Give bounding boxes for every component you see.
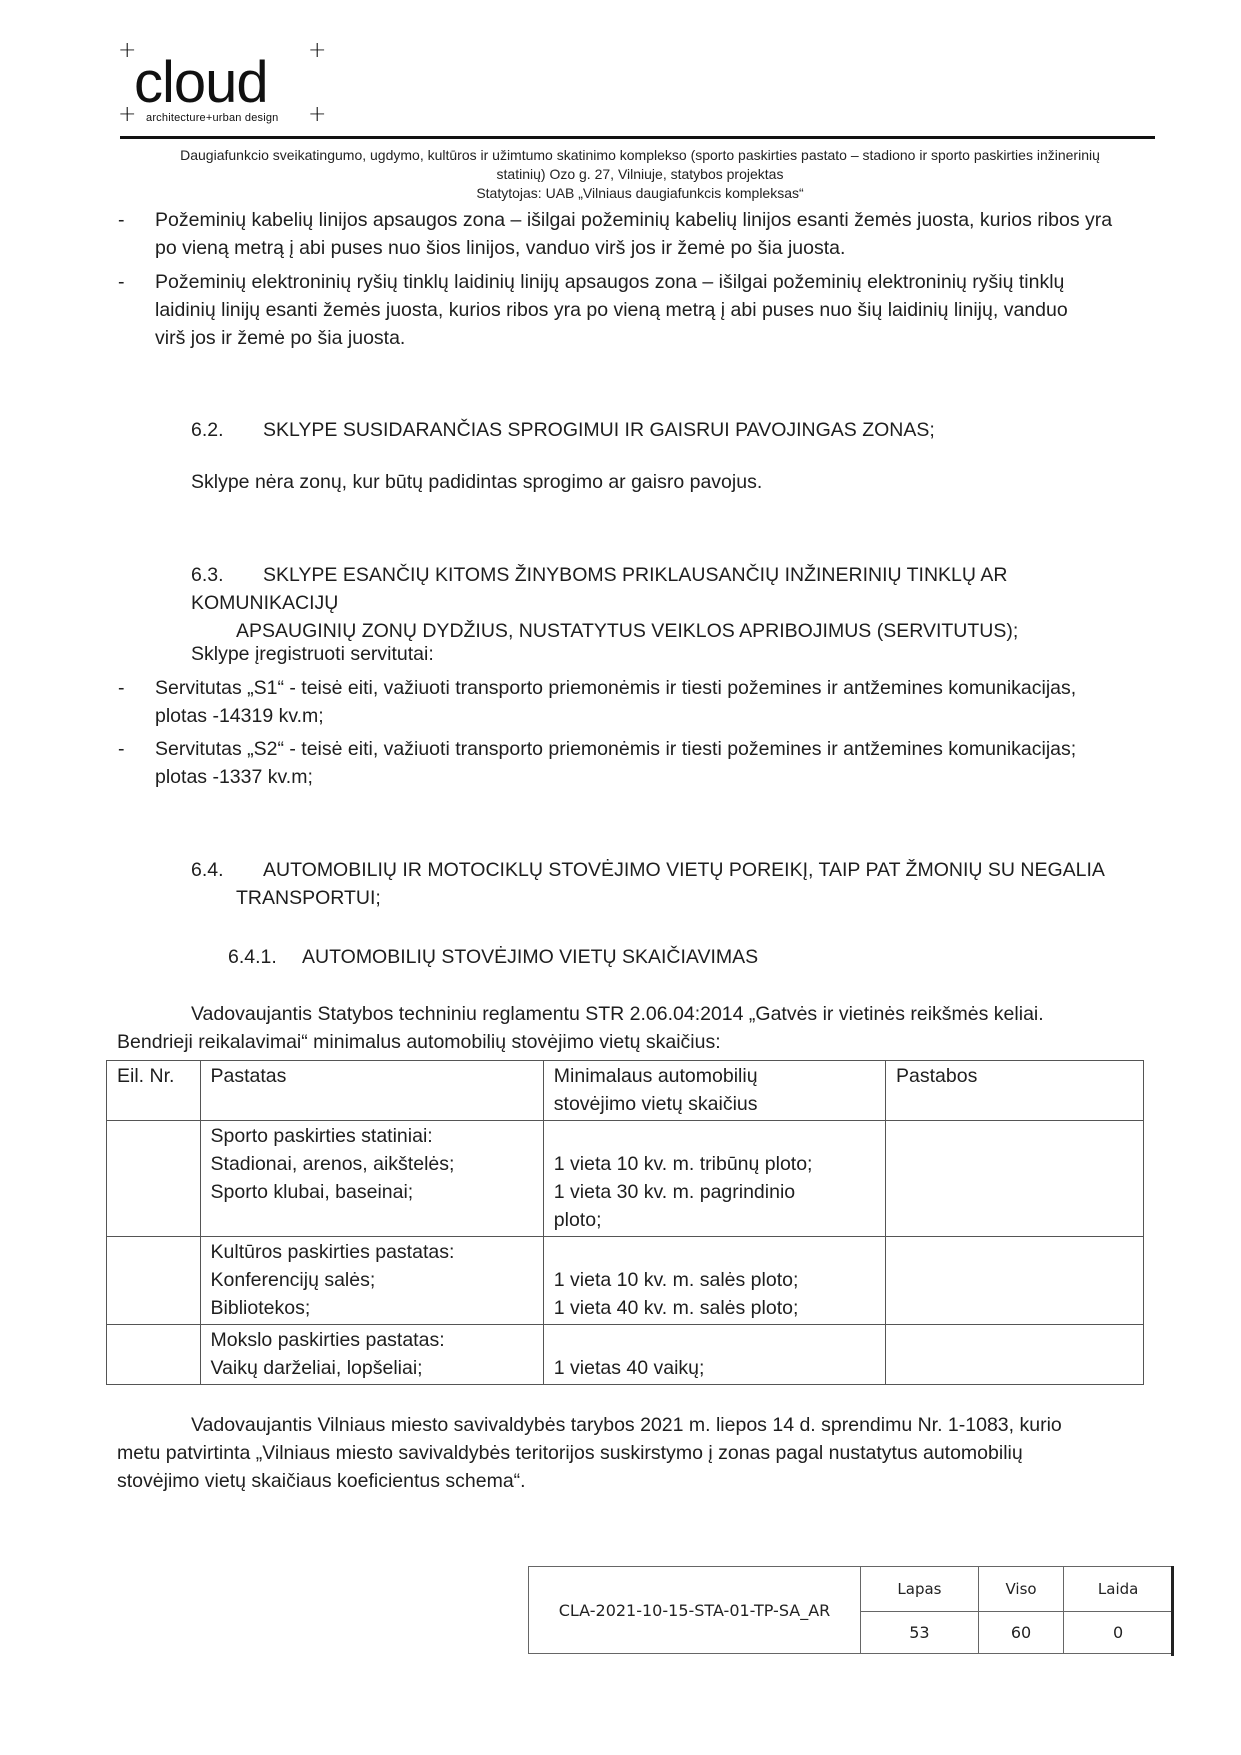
logo-plus-icon: + (308, 102, 327, 127)
revision-number: 0 (1064, 1612, 1173, 1654)
table-row (107, 1325, 1144, 1385)
cell-notes (886, 1325, 1144, 1385)
cell-building: Kultūros paskirties pastatas: Konferencijų salės; Bibliotekos; (200, 1237, 543, 1325)
section-title: SKLYPE SUSIDARANČIAS SPROGIMUI IR GAISRUI PAVOJINGAS ZONAS; (263, 419, 935, 441)
section-intro: Sklype įregistruoti servitutai: (191, 643, 434, 665)
list-item: - Požeminių elektroninių ryšių tinklų laidinių linijų apsaugos zona – išilgai požeminių elektroninių ryšių tinklų laidinių linijų esanti žemės juosta, kurios ribos yra po vieną metrą į abi puses nuo šių laidinių linijų, vanduo virš jos ir žemė po šia juosta. (118, 268, 1163, 352)
cell-building: Sporto paskirties statiniai: Stadionai, arenos, aikštelės; Sporto klubai, baseinai; (200, 1121, 543, 1237)
column-header: Minimalaus automobilių stovėjimo vietų skaičius (543, 1061, 885, 1121)
section-heading-6-3 (191, 561, 1151, 645)
cell-notes (886, 1237, 1144, 1325)
cell-notes (886, 1121, 1144, 1237)
section-number: 6.4. (191, 859, 224, 881)
table-header-row (107, 1061, 1144, 1121)
column-header: Pastatas (200, 1061, 543, 1121)
section-intro: Vadovaujantis Statybos techniniu reglamentu STR 2.06.04:2014 „Gatvės ir vietinės reikšmės keliai. Bendrieji reikalavimai“ minimalus automobilių stovėjimo vietų skaičius: (117, 1003, 1044, 1053)
table-row (107, 1121, 1144, 1237)
bullet-dash: - (118, 271, 125, 293)
section-title-line2: TRANSPORTUI; (236, 887, 381, 909)
section-title-line1: AUTOMOBILIŲ IR MOTOCIKLŲ STOVĖJIMO VIETŲ POREIKĮ, TAIP PAT ŽMONIŲ SU NEGALIA (263, 859, 1105, 881)
company-logo (112, 40, 332, 130)
parking-requirements-table (106, 1060, 1144, 1385)
header-client: Statytojas: UAB „Vilniaus daugiafunkcis kompleksas“ (476, 185, 804, 201)
section-number: 6.2. (191, 419, 224, 441)
sheet-number: 53 (861, 1612, 979, 1654)
column-header: Eil. Nr. (107, 1061, 201, 1121)
cell-minimum: 1 vietas 40 vaikų; (543, 1325, 885, 1385)
document-code: CLA-2021-10-15-STA-01-TP-SA_AR (529, 1567, 861, 1654)
header-divider (120, 136, 1155, 139)
section-body: Sklype nėra zonų, kur būtų padidintas sprogimo ar gaisro pavojus. (191, 471, 763, 493)
logo-plus-icon: + (308, 38, 327, 63)
section-heading-6-4 (191, 856, 1151, 912)
table-row (107, 1237, 1144, 1325)
section-title-line1: SKLYPE ESANČIŲ KITOMS ŽINYBOMS PRIKLAUSANČIŲ INŽINERINIŲ TINKLŲ AR KOMUNIKACIJŲ (191, 564, 1008, 614)
logo-wordmark: cloud (134, 50, 268, 115)
header-project-line2: statinių) Ozo g. 27, Vilniuje, statybos projektas (496, 166, 784, 182)
list-item: - Požeminių kabelių linijos apsaugos zona – išilgai požeminių kabelių linijos esanti žemės juosta, kurios ribos yra po vieną metrą į abi puses nuo šios linijos, vanduo virš jos ir žemė po šia juosta. (118, 206, 1163, 262)
subsection-number: 6.4.1. (228, 946, 277, 968)
total-label: Viso (978, 1567, 1063, 1612)
subsection-title: AUTOMOBILIŲ STOVĖJIMO VIETŲ SKAIČIAVIMAS (302, 946, 759, 968)
bullet-dash: - (118, 209, 125, 231)
total-sheets: 60 (978, 1612, 1063, 1654)
document-header (130, 146, 1150, 203)
cell-minimum: 1 vieta 10 kv. m. salės ploto; 1 vieta 40 kv. m. salės ploto; (543, 1237, 885, 1325)
cell-minimum: 1 vieta 10 kv. m. tribūnų ploto; 1 vieta 30 kv. m. pagrindinio ploto; (543, 1121, 885, 1237)
title-block-edge (1171, 1566, 1174, 1656)
header-project-line1: Daugiafunkcio sveikatingumo, ugdymo, kultūros ir užimtumo skatinimo komplekso (sporto paskirties pastato – stadiono ir sporto paskirties inžinerinių (180, 147, 1100, 163)
revision-label: Laida (1064, 1567, 1173, 1612)
section-number: 6.3. (191, 564, 224, 586)
sheet-label: Lapas (861, 1567, 979, 1612)
bullet-dash: - (118, 677, 125, 699)
subsection-heading-6-4-1 (228, 943, 758, 971)
logo-plus-icon: + (118, 102, 137, 127)
column-header: Pastabos (886, 1061, 1144, 1121)
cell-building: Mokslo paskirties pastatas: Vaikų darželiai, lopšeliai; (200, 1325, 543, 1385)
logo-plus-icon: + (118, 38, 137, 63)
list-item: - Servitutas „S1“ - teisė eiti, važiuoti transporto priemonėmis ir tiesti požemines ir antžemines komunikacijas, plotas -14319 kv.m; (118, 674, 1163, 730)
cell-nr (107, 1325, 201, 1385)
bullet-dash: - (118, 738, 125, 760)
title-block (528, 1566, 1173, 1654)
logo-tagline: architecture+urban design (146, 112, 279, 124)
section-heading-6-2 (191, 416, 935, 444)
cell-nr (107, 1237, 201, 1325)
section-title-line2: APSAUGINIŲ ZONŲ DYDŽIUS, NUSTATYTUS VEIKLOS APRIBOJIMUS (SERVITUTUS); (236, 620, 1019, 642)
cell-nr (107, 1121, 201, 1237)
closing-paragraph: Vadovaujantis Vilniaus miesto savivaldybės tarybos 2021 m. liepos 14 d. sprendimu Nr. 1-1083, kurio metu patvirtinta „Vilniaus miesto savivaldybės teritorijos suskirstymo į zonas pagal nustatytus automobilių stovėjimo vietų skaičiaus koeficientus schema“. (117, 1414, 1062, 1492)
list-item: - Servitutas „S2“ - teisė eiti, važiuoti transporto priemonėmis ir tiesti požemines ir antžemines komunikacijas; plotas -1337 kv.m; (118, 735, 1163, 791)
